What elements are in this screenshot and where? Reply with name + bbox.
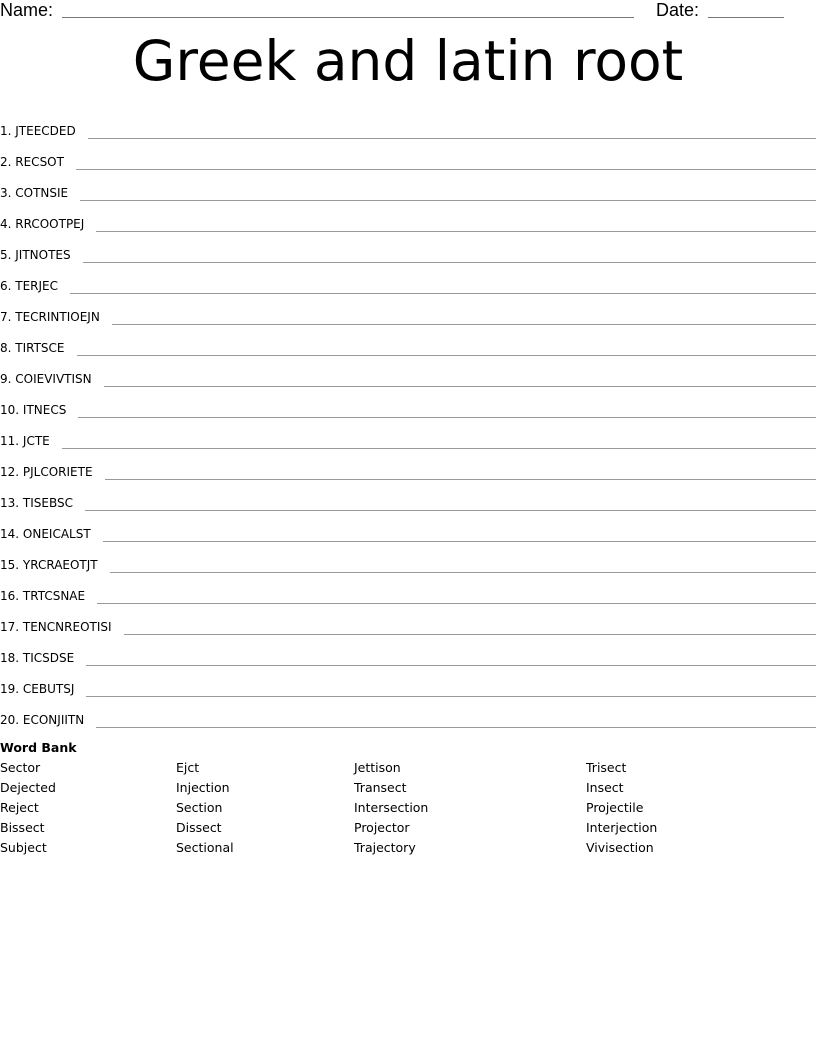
answer-line[interactable] (103, 540, 816, 542)
word-bank-item: Section (176, 800, 223, 815)
answer-line[interactable] (77, 354, 816, 356)
answer-line[interactable] (70, 292, 816, 294)
word-bank-column (176, 760, 234, 860)
question-row (0, 452, 816, 483)
word-bank-item: Ejct (176, 760, 200, 775)
word-bank-column (354, 760, 428, 860)
question-row (0, 638, 816, 669)
word-bank-item: Sector (0, 760, 41, 775)
answer-line[interactable] (124, 633, 816, 635)
question-row (0, 421, 816, 452)
answer-line[interactable] (85, 509, 816, 511)
question-row (0, 235, 816, 266)
answer-line[interactable] (105, 478, 816, 480)
scrambled-word: 10. ITNECS (0, 403, 67, 417)
answer-line[interactable] (96, 726, 816, 728)
word-bank-item: Injection (176, 780, 230, 795)
name-field-line[interactable] (62, 17, 634, 18)
word-bank-title: Word Bank (0, 740, 77, 755)
word-bank-item: Intersection (354, 800, 429, 815)
question-row (0, 297, 816, 328)
answer-line[interactable] (78, 416, 816, 418)
question-list (0, 111, 816, 731)
question-row (0, 142, 816, 173)
scrambled-word: 2. RECSOT (0, 155, 64, 169)
answer-line[interactable] (80, 199, 816, 201)
answer-line[interactable] (88, 137, 816, 139)
question-row (0, 483, 816, 514)
answer-line[interactable] (112, 323, 816, 325)
date-label: Date: (656, 0, 700, 20)
answer-line[interactable] (83, 261, 816, 263)
question-row (0, 390, 816, 421)
word-bank-column (586, 760, 657, 860)
scrambled-word: 3. COTNSIE (0, 186, 69, 200)
word-bank-item: Projector (354, 820, 410, 835)
scrambled-word: 16. TRTCSNAE (0, 589, 86, 603)
question-row (0, 266, 816, 297)
answer-line[interactable] (86, 664, 816, 666)
scrambled-word: 20. ECONJIITN (0, 713, 85, 727)
word-bank (0, 740, 816, 860)
question-row (0, 607, 816, 638)
word-bank-item: Insect (586, 780, 624, 795)
question-row (0, 514, 816, 545)
word-bank-item: Trisect (586, 760, 627, 775)
question-row (0, 204, 816, 235)
word-bank-item: Sectional (176, 840, 234, 855)
question-row (0, 700, 816, 731)
scrambled-word: 9. COIEVIVTISN (0, 372, 92, 386)
word-bank-item: Dejected (0, 780, 56, 795)
header (0, 0, 816, 22)
answer-line[interactable] (62, 447, 816, 449)
answer-line[interactable] (76, 168, 816, 170)
question-row (0, 359, 816, 390)
scrambled-word: 17. TENCNREOTISI (0, 620, 112, 634)
question-row (0, 576, 816, 607)
question-row (0, 111, 816, 142)
word-bank-item: Projectile (586, 800, 644, 815)
word-bank-item: Interjection (586, 820, 658, 835)
word-bank-item: Subject (0, 840, 47, 855)
answer-line[interactable] (96, 230, 816, 232)
scrambled-word: 6. TERJEC (0, 279, 59, 293)
word-bank-item: Reject (0, 800, 39, 815)
scrambled-word: 19. CEBUTSJ (0, 682, 75, 696)
word-bank-item: Transect (354, 780, 407, 795)
name-label: Name: (0, 0, 54, 20)
question-row (0, 328, 816, 359)
word-bank-item: Jettison (354, 760, 401, 775)
scrambled-word: 13. TISEBSC (0, 496, 73, 510)
question-row (0, 669, 816, 700)
scrambled-word: 11. JCTE (0, 434, 50, 448)
scrambled-word: 15. YRCRAEOTJT (0, 558, 98, 572)
question-row (0, 173, 816, 204)
question-row (0, 545, 816, 576)
word-bank-item: Trajectory (354, 840, 416, 855)
answer-line[interactable] (110, 571, 816, 573)
word-bank-item: Vivisection (586, 840, 654, 855)
date-field-line[interactable] (708, 17, 784, 18)
scrambled-word: 1. JTEECDED (0, 124, 76, 138)
scrambled-word: 7. TECRINTIOEJN (0, 310, 100, 324)
word-bank-item: Bissect (0, 820, 45, 835)
answer-line[interactable] (104, 385, 816, 387)
answer-line[interactable] (86, 695, 816, 697)
scrambled-word: 18. TICSDSE (0, 651, 75, 665)
scrambled-word: 5. JITNOTES (0, 248, 71, 262)
word-bank-grid (0, 760, 816, 860)
page-title: Greek and latin root (132, 29, 684, 93)
scrambled-word: 12. PJLCORIETE (0, 465, 93, 479)
word-bank-column (0, 760, 56, 860)
scrambled-word: 8. TIRTSCE (0, 341, 65, 355)
answer-line[interactable] (97, 602, 816, 604)
scrambled-word: 14. ONEICALST (0, 527, 91, 541)
word-bank-item: Dissect (176, 820, 222, 835)
scrambled-word: 4. RRCOOTPEJ (0, 217, 85, 231)
